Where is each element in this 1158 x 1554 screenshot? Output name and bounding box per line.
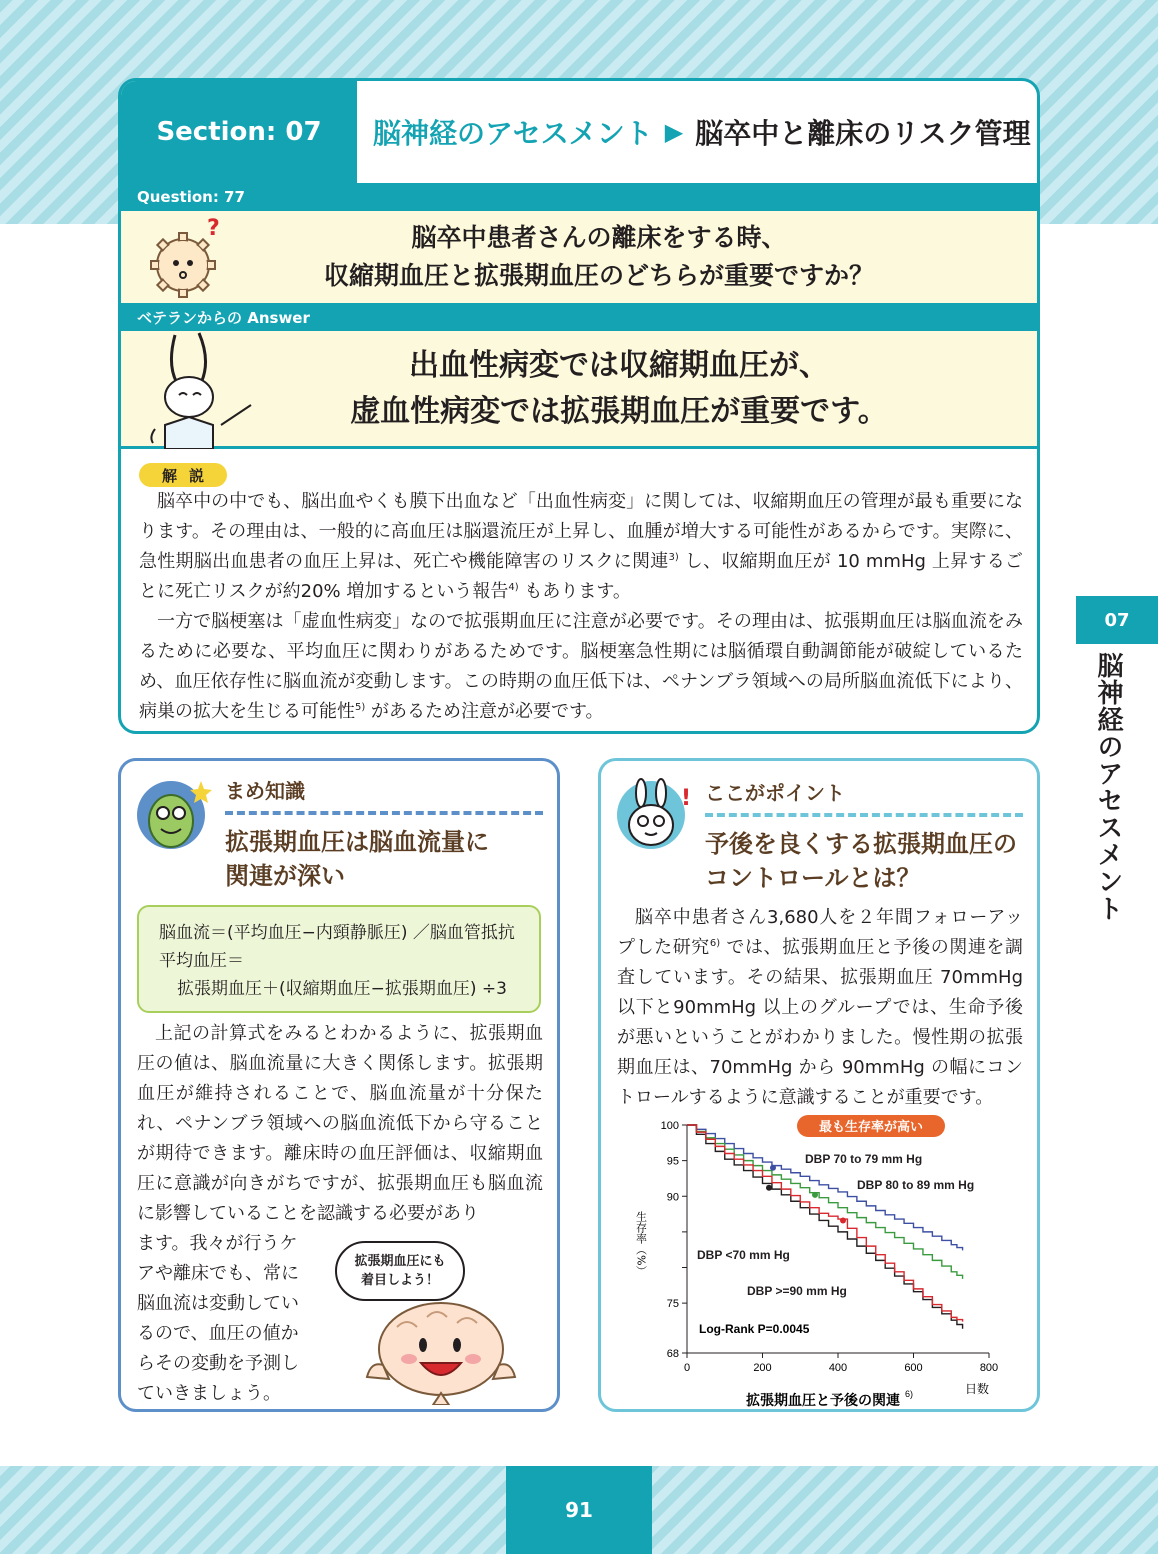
goat-doctor-icon bbox=[137, 325, 257, 449]
x-tick-label: 0 bbox=[683, 1362, 691, 1374]
point-body bbox=[617, 903, 1023, 1113]
trivia-narrow-line: ていきましょう。 bbox=[137, 1383, 281, 1404]
chart-title-ref: 6) bbox=[905, 1389, 914, 1399]
trivia-heading-line-2: 関連が深い bbox=[225, 862, 345, 890]
section-label: Section: 07 bbox=[121, 81, 357, 183]
point-divider bbox=[705, 813, 1023, 817]
speech-line-1: 拡張期血圧にも bbox=[354, 1254, 446, 1269]
header-title-sub: 脳卒中と離床のリスク管理 bbox=[695, 117, 1031, 150]
point-label: ここがポイント bbox=[705, 781, 845, 805]
trivia-narrow-line: らその変動を予測し bbox=[137, 1353, 299, 1374]
trivia-divider bbox=[225, 811, 543, 815]
answer-label: ベテランからの Answer bbox=[121, 303, 1037, 331]
ref-3: 3) bbox=[668, 552, 679, 563]
ref-5: 5) bbox=[355, 702, 366, 713]
x-tick-label: 600 bbox=[904, 1362, 923, 1374]
gear-character-icon bbox=[149, 213, 225, 299]
brain-character-icon bbox=[357, 1297, 527, 1405]
ref-6: 6) bbox=[709, 938, 721, 949]
qa-card bbox=[118, 78, 1040, 734]
y-tick-label: 100 bbox=[660, 1120, 679, 1132]
explanation-body bbox=[139, 487, 1023, 727]
y-tick-label: 95 bbox=[666, 1155, 679, 1168]
annotation: Log-Rank P=0.0045 bbox=[699, 1322, 810, 1336]
arrow-right-icon: ▶ bbox=[664, 118, 684, 146]
point-heading-line-2: コントロールとは？ bbox=[705, 864, 921, 892]
trivia-heading bbox=[225, 825, 489, 893]
series-marker bbox=[770, 1165, 776, 1171]
ref-4: 4) bbox=[508, 582, 519, 593]
rabbit-character-icon bbox=[615, 775, 695, 855]
trivia-narrow-line: アや離床でも、常に bbox=[137, 1263, 299, 1284]
explanation-p2b: があるため注意が必要です。 bbox=[365, 701, 604, 722]
speech-bubble bbox=[335, 1241, 465, 1301]
formula-line-2: 平均血圧＝ bbox=[159, 951, 244, 971]
page-number: 91 bbox=[506, 1466, 652, 1554]
explanation-p2: 一方で脳梗塞は「虚血性病変」なので拡張期血圧に注意が必要です。その理由は、拡張期血圧は脳血流をみるために必要な、平均血圧に関わりがあるためです。脳梗塞急性期には脳循環自動調節能が破綻しているため、血圧依存性に脳血流が変動します。この時期の血圧低下は、ペナンブラ領域への局所脳血流低下により、病巣の拡大を生じる可能性 bbox=[139, 611, 1023, 722]
question-line-2: 収縮期血圧と拡張期血圧のどちらが重要ですか？ bbox=[323, 261, 874, 290]
explanation-chip: 解説 bbox=[139, 463, 227, 487]
speech-line-2: 着目しよう！ bbox=[360, 1273, 439, 1288]
series-label: DBP 80 to 89 mm Hg bbox=[857, 1178, 975, 1192]
formula-box bbox=[137, 905, 541, 1013]
point-heading-line-1: 予後を良くする拡張期血圧の bbox=[705, 830, 1017, 858]
series-marker bbox=[766, 1185, 772, 1191]
header-title-main: 脳神経のアセスメント bbox=[373, 117, 653, 150]
series-label: DBP >=90 mm Hg bbox=[747, 1284, 847, 1298]
formula-line-3: 拡張期血圧＋(収縮期血圧−拡張期血圧) ÷3 bbox=[177, 979, 507, 999]
trivia-narrow-line: ます。我々が行うケ bbox=[137, 1233, 298, 1254]
x-tick-label: 400 bbox=[828, 1362, 848, 1374]
series-label: DBP 70 to 79 mm Hg bbox=[805, 1152, 923, 1166]
trivia-character-icon bbox=[135, 775, 215, 855]
explanation-p1b: し、収縮期血圧が 10 mmHg 上昇するごとに死亡リスクが約20% 増加するという報告 bbox=[139, 551, 1023, 602]
side-chapter-title: 脳神経のアセスメント bbox=[1093, 652, 1123, 922]
y-axis-label: 生存率（%） bbox=[634, 1211, 648, 1277]
point-heading bbox=[705, 827, 1017, 895]
badge-text: 最も生存率が高い bbox=[818, 1120, 924, 1135]
series-marker bbox=[840, 1217, 846, 1223]
answer-panel bbox=[121, 331, 1037, 449]
trivia-heading-line-1: 拡張期血圧は脳血流量に bbox=[225, 828, 489, 856]
header-title bbox=[357, 81, 1037, 183]
point-body-b: では、拡張期血圧と予後の関連を調査しています。その結果、拡張期血圧 70mmHg 以下と90mmHg 以上のグループでは、生命予後が悪いということがわかりました。慢性期の拡張期血圧は、70mmHg から 90mmHg の幅にコントロールするように意識することが重要です。 bbox=[617, 937, 1023, 1108]
question-panel bbox=[121, 211, 1037, 303]
survival-chart-svg bbox=[613, 1111, 1029, 1411]
x-axis-label: 日数 bbox=[964, 1382, 990, 1396]
x-tick-label: 200 bbox=[753, 1362, 772, 1374]
side-chapter-tab[interactable]: 07 bbox=[1076, 596, 1158, 644]
trivia-body-narrow bbox=[137, 1229, 317, 1409]
point-body-a: 脳卒中患者さん3,680人を２年間フォローアップした研究 bbox=[617, 907, 1023, 958]
answer-line-2: 虚血性病変では拡張期血圧が重要です。 bbox=[350, 393, 888, 429]
answer-line-1: 出血性病変では収縮期血圧が、 bbox=[408, 347, 829, 383]
question-label: Question: 77 bbox=[121, 183, 1037, 211]
point-card bbox=[598, 758, 1040, 1412]
chart-title: 拡張期血圧と予後の関連 bbox=[746, 1393, 900, 1409]
formula-line-1: 脳血流＝(平均血圧−内頸静脈圧) ／脳血管抵抗 bbox=[159, 923, 515, 943]
y-tick-label: 75 bbox=[666, 1298, 679, 1311]
explanation-p1c: もあります。 bbox=[518, 581, 631, 602]
trivia-body-text: 上記の計算式をみるとわかるように、拡張期血圧の値は、脳血流量に大きく関係します。拡張期血圧が維持されることで、脳血流量が十分保たれ、ペナンブラ領域への脳血流低下から守ることが期待できます。離床時の血圧評価は、収縮期血圧に意識が向きがちですが、拡張期血圧も脳血流に影響していることを認識する必要があり bbox=[137, 1023, 543, 1224]
survival-chart bbox=[613, 1111, 1029, 1411]
trivia-card bbox=[118, 758, 560, 1412]
question-line-1: 脳卒中患者さんの離床をする時、 bbox=[411, 223, 787, 252]
trivia-narrow-line: 脳血流は変動してい bbox=[137, 1293, 299, 1314]
x-tick-label: 800 bbox=[979, 1362, 999, 1374]
trivia-label: まめ知識 bbox=[225, 779, 305, 803]
trivia-body bbox=[137, 1019, 543, 1229]
svg-text:!: ! bbox=[681, 786, 692, 811]
series-marker bbox=[812, 1192, 818, 1198]
section-header bbox=[121, 81, 1037, 183]
series-label: DBP <70 mm Hg bbox=[697, 1248, 790, 1262]
svg-text:?: ? bbox=[207, 216, 220, 241]
y-tick-label: 68 bbox=[666, 1348, 679, 1360]
explanation-p1: 脳卒中の中でも、脳出血やくも膜下出血など「出血性病変」に関しては、収縮期血圧の管理が最も重要になります。その理由は、一般的に高血圧は脳還流圧が上昇し、血腫が増大する可能性があるからです。実際に、急性期脳出血患者の血圧上昇は、死亡や機能障害のリスクに関連 bbox=[139, 491, 1023, 572]
y-tick-label: 90 bbox=[666, 1191, 679, 1204]
trivia-narrow-line: るので、血圧の値か bbox=[137, 1323, 299, 1344]
